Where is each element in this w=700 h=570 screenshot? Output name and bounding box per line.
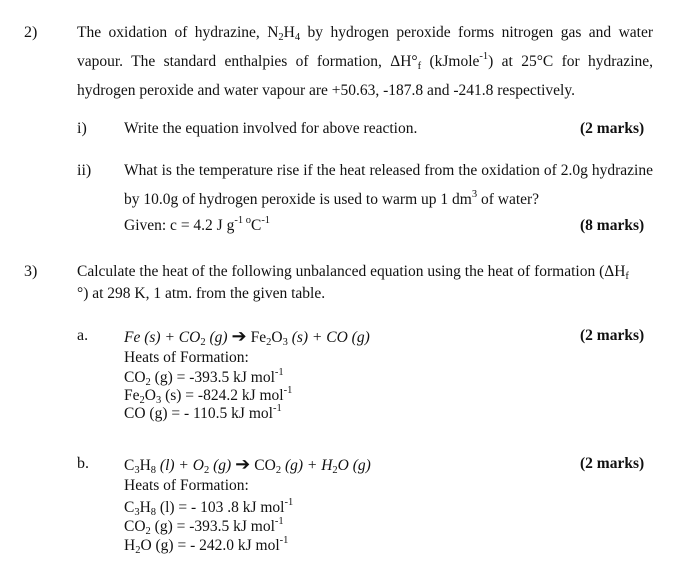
reaction-arrow-icon: ➔ bbox=[235, 454, 251, 474]
question-3-intro-line-1: Calculate the heat of the following unbalanced equation using the heat of formation ($\Delta H_f$ bbox=[77, 263, 629, 282]
q3-part-a-hf-line-2: $Fe_2O_3$ (s) = -824.2 kJ mol$^{-1}$ bbox=[124, 385, 293, 406]
question-3-intro-line-2: °) at 298 K, 1 atm. from the given table. bbox=[77, 285, 326, 302]
q3-part-a-hf-line-1: $CO_2$ (g) = -393.5 kJ mol$^{-1}$ bbox=[124, 367, 284, 388]
question-2-number: 2) bbox=[24, 24, 38, 41]
q3-part-b-hf-line-1: $C_3H_8$ (l) = - 103 .8 kJ mol$^{-1}$ bbox=[124, 497, 294, 518]
q2-part-ii-label: ii) bbox=[77, 162, 92, 179]
reaction-arrow-icon: ➔ bbox=[231, 326, 247, 346]
q2-part-i-label: i) bbox=[77, 120, 87, 137]
q3-part-a-marks: (2 marks) bbox=[580, 327, 645, 344]
q3-part-b-hf-line-3: $H_2O$ (g) = - 242.0 kJ mol$^{-1}$ bbox=[124, 535, 289, 556]
q3-part-a-label: a. bbox=[77, 327, 89, 344]
q3-part-a-heading: Heats of Formation: bbox=[124, 349, 249, 366]
q3-part-b-equation: $C_3H_8$ $(l) + O_2$ (g) ➔ $CO_2$ $(g) + H_2O$ (g) bbox=[124, 454, 371, 476]
question-2-intro: The oxidation of hydrazine, $N_2H_4$ by hydrogen peroxide forms nitrogen gas and water vapour. The standard enthalpies of formation, $\Delta H^\circ_f$ (kJmole$^{-1}$) at 25°C for hydrazine, hydrogen peroxide and water vapour are +50.63, -187.8 and -241.8 respectively. bbox=[77, 24, 653, 99]
q2-part-ii-marks: (8 marks) bbox=[580, 217, 645, 234]
q3-part-a-equation: Fe $(s) + CO_2$ (g) ➔ $Fe_2O_3$ (s) + CO (g) bbox=[124, 326, 370, 348]
q2-part-ii-text: What is the temperature rise if the heat released from the oxidation of 2.0g hydrazine by 10.0g of hydrogen peroxide is used to warm up 1 $dm^3$ of water? bbox=[124, 162, 653, 208]
q3-part-b-hf-line-2: $CO_2$ (g) = -393.5 kJ mol$^{-1}$ bbox=[124, 516, 284, 537]
question-3-number: 3) bbox=[24, 263, 38, 280]
q3-part-b-heading: Heats of Formation: bbox=[124, 477, 249, 494]
q3-part-b-label: b. bbox=[77, 455, 89, 472]
q2-part-i-marks: (2 marks) bbox=[580, 120, 645, 137]
q3-part-b-marks: (2 marks) bbox=[580, 455, 645, 472]
q2-part-ii-given: Given: c = 4.2 J $g^{-1 o}C^{-1}$ bbox=[124, 215, 271, 234]
q2-part-i-text: Write the equation involved for above reaction. bbox=[124, 120, 418, 137]
q3-part-a-hf-line-3: CO (g) = - 110.5 kJ mol$^{-1}$ bbox=[124, 403, 282, 422]
